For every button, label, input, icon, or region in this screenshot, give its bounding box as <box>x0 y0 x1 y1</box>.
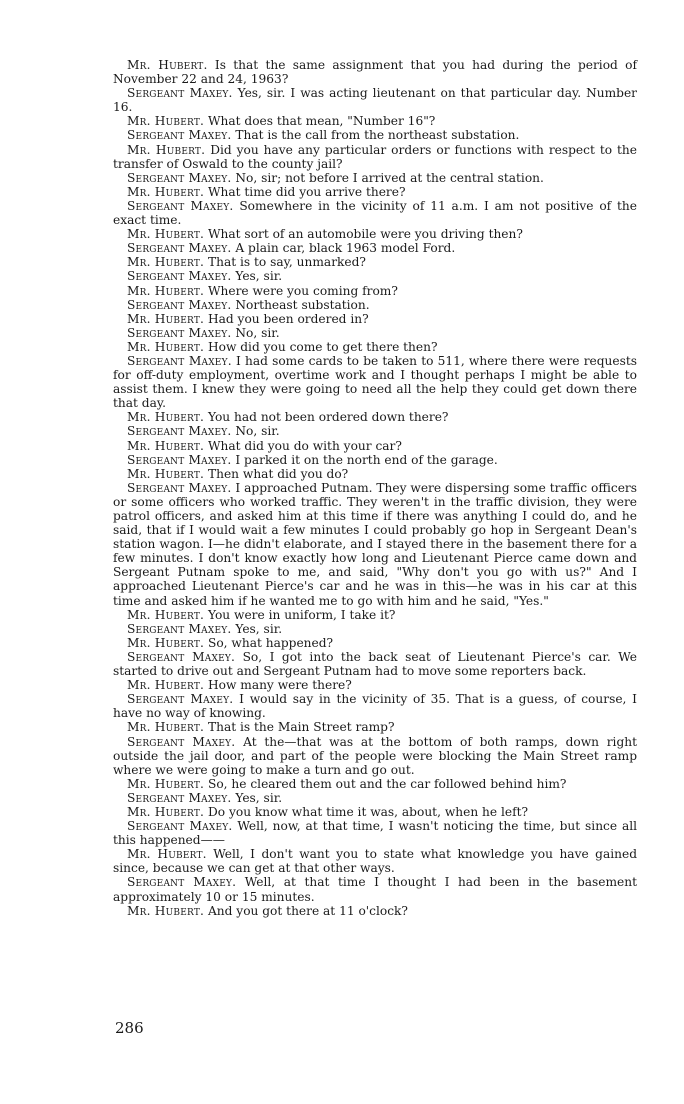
transcript-paragraph <box>113 284 637 298</box>
speaker-name: Sergeant Maxey. <box>127 325 232 340</box>
transcript-paragraph <box>113 453 637 467</box>
speaker-name: Mr. Hubert. <box>127 58 208 72</box>
transcript-paragraph <box>113 185 637 199</box>
speaker-name: Mr. Hubert. <box>127 438 205 453</box>
speaker-name: Mr. Hubert. <box>127 227 205 242</box>
testimony-text: Well, now, at that time, I wasn't noticing the time, but since all this happened—— <box>113 819 638 848</box>
speaker-name: Mr. Hubert. <box>127 776 205 791</box>
speaker-name: Sergeant Maxey. <box>127 170 232 185</box>
speaker-name: Sergeant Maxey. <box>127 241 232 256</box>
transcript-paragraph <box>113 143 637 171</box>
testimony-text: I would say in the vicinity of 35. That is a guess, of course, I have no way of knowing. <box>113 692 637 721</box>
testimony-text: I approached Putnam. They were dispersing some traffic officers or some officers who worked traffic. They weren't in the traffic division, they were patrol officers, and asked him at this time if there was anything I could do, and he said, that if I would wait a few minutes I could probably go hop in Sergeant Dean's station wagon. I—he didn't elaborate, and I stayed there in the basement there for a few minutes. I don't know exactly how long and Lieutenant Pierce came down and Sergeant Putnam spoke to me, and said, "Why don't you go with us?" And I approached Lieutenant Pierce's car and he was in this—he was in his car at this time and asked him if he wanted me to go with him and he said, "Yes." <box>113 480 638 608</box>
transcript-paragraph <box>113 255 637 269</box>
transcript-paragraph <box>113 128 637 142</box>
speaker-name: Sergeant Maxey. <box>127 269 232 284</box>
transcript-paragraph <box>113 114 637 128</box>
transcript-paragraph <box>113 326 637 340</box>
testimony-text: So, I got into the back seat of Lieutenant Pierce's car. We started to drive out and Sergeant Putnam had to move some reporters back. <box>113 649 637 679</box>
testimony-text: Yes, sir. <box>235 621 283 636</box>
testimony-text: I parked it on the north end of the garage. <box>235 452 498 467</box>
speaker-name: Sergeant Maxey. <box>127 353 232 368</box>
testimony-text: Well, I don't want you to state what knowledge you have gained since, because we can get at that other ways. <box>113 847 638 876</box>
transcript-paragraph <box>113 692 637 720</box>
testimony-text: Well, at that time I thought I had been in the basement approximately 10 or 15 minutes. <box>113 875 638 904</box>
speaker-name: Mr. Hubert. <box>127 311 205 326</box>
testimony-text: You had not been ordered down there? <box>207 410 449 425</box>
testimony-text: Do you know what time it was, about, when he left? <box>207 804 529 819</box>
testimony-text: That is the call from the northeast substation. <box>235 128 520 143</box>
testimony-text: Somewhere in the vicinity of 11 a.m. I am not positive of the exact time. <box>113 198 637 228</box>
transcript-paragraph <box>113 171 637 185</box>
transcript-paragraph <box>113 720 637 734</box>
transcript-paragraph <box>113 777 637 791</box>
speaker-name: Mr. Hubert. <box>127 635 205 650</box>
transcript-paragraph <box>113 636 637 650</box>
speaker-name: Mr. Hubert. <box>127 466 205 481</box>
speaker-name: Mr. Hubert. <box>127 804 205 819</box>
transcript-paragraph <box>113 650 637 678</box>
transcript-paragraph <box>113 340 637 354</box>
speaker-name: Sergeant Maxey. <box>127 734 236 749</box>
speaker-name: Mr. Hubert. <box>127 903 205 918</box>
testimony-text: And you got there at 11 o'clock? <box>207 903 408 918</box>
testimony-text: Did you have any particular orders or functions with respect to the transfer of Oswald to the county jail? <box>113 142 637 171</box>
speaker-name: Mr. Hubert. <box>127 607 205 622</box>
transcript-paragraph <box>113 481 637 608</box>
transcript-paragraph <box>113 410 637 424</box>
transcript-paragraph <box>113 241 637 255</box>
testimony-text: That is the Main Street ramp? <box>207 720 395 735</box>
testimony-text: What time did you arrive there? <box>207 184 406 199</box>
testimony-text: What sort of an automobile were you driving then? <box>207 227 523 242</box>
testimony-text: That is to say, unmarked? <box>207 255 366 270</box>
transcript-paragraph <box>113 58 637 86</box>
speaker-name: Sergeant Maxey. <box>127 86 233 101</box>
testimony-text: At the—that was at the bottom of both ramps, down right outside the jail door, and part of the people were blocking the Main Street ramp where we were going to make a turn and go out. <box>113 734 638 777</box>
speaker-name: Mr. Hubert. <box>127 142 206 157</box>
testimony-text: I had some cards to be taken to 511, where there were requests for off-duty employment, overtime work and I thought perhaps I might be able to assist them. I knew they were going to need all the help they could get down there that day. <box>113 353 638 411</box>
testimony-text: What did you do with your car? <box>207 438 402 453</box>
speaker-name: Mr. Hubert. <box>127 283 205 298</box>
testimony-text: Yes, sir. <box>235 790 283 805</box>
speaker-name: Sergeant Maxey. <box>127 790 232 805</box>
testimony-text: How many were there? <box>207 678 352 693</box>
transcript-paragraph <box>113 199 637 227</box>
testimony-text: Then what did you do? <box>207 466 349 481</box>
speaker-name: Mr. Hubert. <box>127 720 205 735</box>
testimony-text: Had you been ordered in? <box>207 311 369 326</box>
speaker-name: Mr. Hubert. <box>127 847 207 862</box>
transcript-paragraph <box>113 467 637 481</box>
page-number: 286 <box>115 1019 144 1037</box>
transcript-paragraph <box>113 86 637 114</box>
speaker-name: Sergeant Maxey. <box>127 621 232 636</box>
speaker-name: Sergeant Maxey. <box>127 692 234 707</box>
testimony-text: Is that the same assignment that you had during the period of November 22 and 24, 1963? <box>113 58 638 87</box>
speaker-name: Sergeant Maxey. <box>127 424 232 439</box>
testimony-text: No, sir. <box>235 325 280 340</box>
speaker-name: Mr. Hubert. <box>127 410 205 425</box>
testimony-text: How did you come to get there then? <box>207 339 438 354</box>
testimony-text: No, sir; not before I arrived at the central station. <box>235 170 544 185</box>
transcript-body <box>113 58 637 918</box>
transcript-paragraph <box>113 227 637 241</box>
speaker-name: Sergeant Maxey. <box>127 649 236 664</box>
speaker-name: Sergeant Maxey. <box>127 198 234 213</box>
testimony-text: Where were you coming from? <box>207 283 398 298</box>
testimony-text: What does that mean, "Number 16"? <box>207 114 436 129</box>
testimony-text: So, what happened? <box>207 635 334 650</box>
speaker-name: Sergeant Maxey. <box>127 875 237 890</box>
transcript-paragraph <box>113 904 637 918</box>
speaker-name: Mr. Hubert. <box>127 184 205 199</box>
transcript-paragraph <box>113 439 637 453</box>
testimony-text: Northeast substation. <box>235 297 370 312</box>
transcript-paragraph <box>113 875 637 903</box>
speaker-name: Sergeant Maxey. <box>127 452 232 467</box>
speaker-name: Mr. Hubert. <box>127 339 205 354</box>
speaker-name: Sergeant Maxey. <box>127 128 232 143</box>
testimony-text: Yes, sir. <box>235 269 283 284</box>
testimony-text: No, sir. <box>235 424 280 439</box>
transcript-paragraph <box>113 735 637 777</box>
transcript-paragraph <box>113 805 637 819</box>
transcript-paragraph <box>113 354 637 410</box>
transcript-paragraph <box>113 424 637 438</box>
transcript-paragraph <box>113 622 637 636</box>
speaker-name: Sergeant Maxey. <box>127 480 232 495</box>
transcript-paragraph <box>113 847 637 875</box>
transcript-paragraph <box>113 819 637 847</box>
transcript-paragraph <box>113 791 637 805</box>
transcript-paragraph <box>113 678 637 692</box>
testimony-text: Yes, sir. I was acting lieutenant on that particular day. Number 16. <box>113 86 637 115</box>
speaker-name: Mr. Hubert. <box>127 678 205 693</box>
testimony-text: You were in uniform, I take it? <box>207 607 396 622</box>
testimony-text: A plain car, black 1963 model Ford. <box>235 241 456 256</box>
testimony-text: So, he cleared them out and the car followed behind him? <box>207 776 567 791</box>
transcript-paragraph <box>113 298 637 312</box>
transcript-paragraph <box>113 608 637 622</box>
speaker-name: Mr. Hubert. <box>127 255 205 270</box>
speaker-name: Sergeant Maxey. <box>127 819 233 834</box>
speaker-name: Sergeant Maxey. <box>127 297 232 312</box>
transcript-paragraph <box>113 269 637 283</box>
transcript-paragraph <box>113 312 637 326</box>
speaker-name: Mr. Hubert. <box>127 114 205 129</box>
